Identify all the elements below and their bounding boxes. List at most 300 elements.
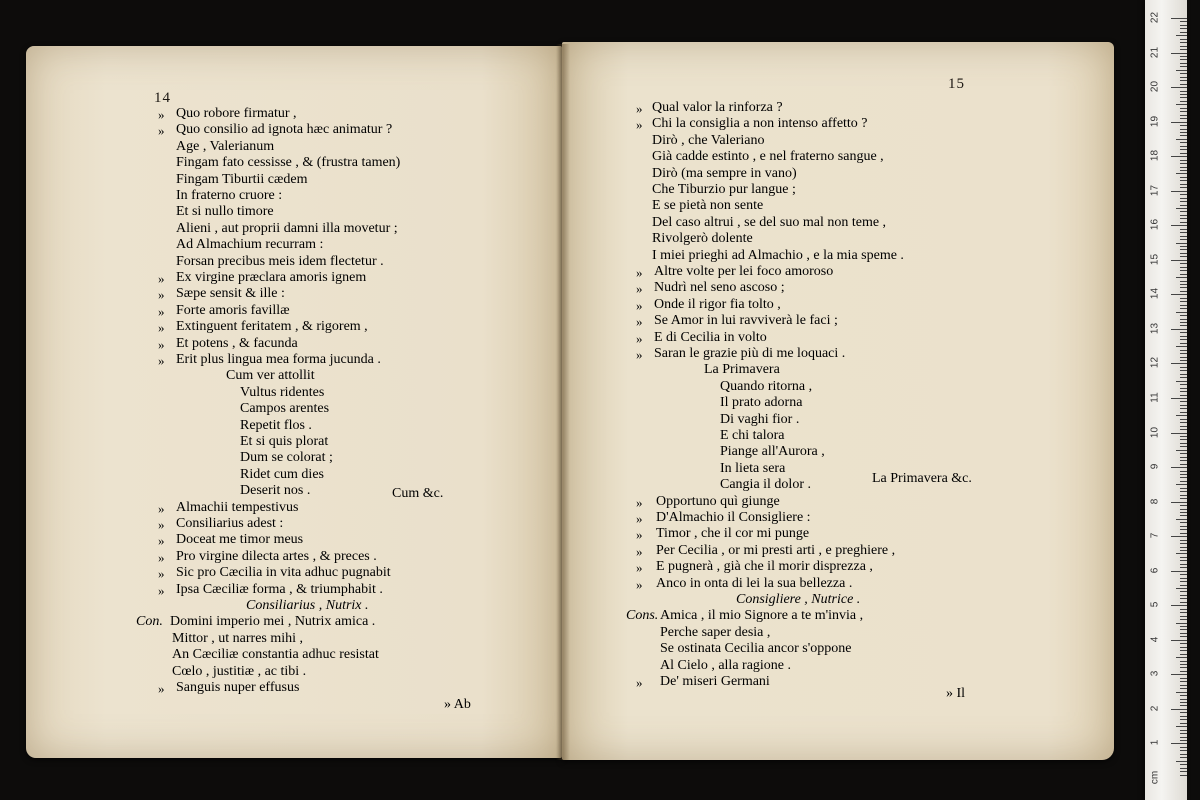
ruler-number: 3	[1149, 671, 1161, 677]
ruler-tick	[1180, 591, 1187, 592]
ruler-tick	[1180, 108, 1187, 109]
ruler-tick	[1180, 357, 1187, 358]
ruler-tick	[1180, 650, 1187, 651]
ruler-tick	[1180, 619, 1187, 620]
ruler-tick	[1180, 163, 1187, 164]
quote-mark: »	[636, 297, 643, 313]
ruler-number: 5	[1149, 601, 1161, 608]
text-line: Ridet cum dies	[240, 466, 324, 482]
text-line: Consigliere , Nutrice .	[736, 592, 861, 607]
ruler-tick	[1180, 633, 1187, 634]
ruler-tick	[1180, 367, 1187, 368]
ruler-tick	[1180, 135, 1187, 136]
ruler-tick	[1180, 464, 1187, 465]
ruler-tick	[1180, 388, 1187, 389]
text-line: Forsan precibus meis idem flectetur .	[176, 253, 384, 269]
side-note-left: Cum &c.	[392, 486, 444, 501]
text-line: Chi la consiglia a non intenso affetto ?	[652, 116, 868, 132]
quote-mark: »	[158, 287, 165, 303]
ruler-tick	[1171, 87, 1187, 88]
ruler-tick	[1180, 91, 1187, 92]
ruler-tick	[1180, 702, 1187, 703]
ruler-tick	[1180, 229, 1187, 230]
ruler-tick	[1176, 139, 1187, 140]
text-line: Se ostinata Cecilia ancor s'oppone	[660, 641, 852, 657]
ruler-tick	[1180, 754, 1187, 755]
ruler-tick	[1180, 246, 1187, 247]
ruler-tick	[1180, 395, 1187, 396]
quote-mark: »	[158, 303, 165, 319]
ruler-tick	[1171, 433, 1187, 434]
text-line: Deserit nos .	[240, 483, 311, 499]
ruler-tick	[1176, 761, 1187, 762]
text-line: Quando ritorna ,	[720, 378, 813, 394]
ruler-tick	[1180, 699, 1187, 700]
ruler-tick	[1180, 730, 1187, 731]
ruler-tick	[1180, 142, 1187, 143]
text-line: In lieta sera	[720, 460, 786, 476]
ruler-tick	[1180, 198, 1187, 199]
text-line: Saran le grazie più di me loquaci .	[654, 346, 846, 361]
text-line: Consiliarius , Nutrix .	[246, 598, 369, 613]
ruler-tick	[1180, 49, 1187, 50]
ruler-tick	[1180, 488, 1187, 489]
ruler-tick	[1180, 443, 1187, 444]
text-line: E di Cecilia in volto	[654, 329, 767, 345]
ruler-tick	[1180, 740, 1187, 741]
ruler-tick	[1180, 723, 1187, 724]
ruler-tick	[1180, 291, 1187, 292]
ruler-tick	[1180, 46, 1187, 47]
quote-mark: »	[158, 500, 165, 516]
quote-mark: »	[158, 517, 165, 532]
text-line: Consiliarius adest :	[176, 516, 284, 531]
text-line: Dirò , che Valeriano	[652, 132, 765, 148]
ruler-tick	[1180, 453, 1187, 454]
ruler-tick	[1171, 294, 1187, 295]
quote-mark: »	[636, 511, 643, 526]
ruler-tick	[1180, 560, 1187, 561]
ruler-tick	[1180, 187, 1187, 188]
ruler-tick	[1180, 688, 1187, 689]
ruler-tick	[1180, 543, 1187, 544]
ruler-tick	[1180, 547, 1187, 548]
ruler-number: 9	[1149, 463, 1161, 470]
ruler-tick	[1180, 439, 1187, 440]
catchword-left: » Ab	[444, 697, 471, 712]
ruler-tick	[1180, 332, 1187, 333]
ruler-tick	[1180, 550, 1187, 551]
ruler-tick	[1180, 59, 1187, 60]
text-line: Del caso altrui , se del suo mal non teme ,	[652, 214, 887, 230]
ruler-tick	[1180, 716, 1187, 717]
ruler-tick	[1180, 405, 1187, 406]
ruler-tick	[1180, 477, 1187, 478]
ruler-tick	[1180, 232, 1187, 233]
ruler-tick	[1180, 111, 1187, 112]
quote-mark: »	[158, 533, 165, 549]
text-line: Che Tiburzio pur langue ;	[652, 182, 796, 197]
text-line: Mittor , ut narres mihi ,	[172, 630, 304, 646]
ruler-number: 2	[1149, 705, 1161, 712]
ruler-tick	[1180, 598, 1187, 599]
text-line: In fraterno cruore :	[176, 188, 283, 203]
ruler-tick	[1171, 640, 1187, 641]
ruler-tick	[1171, 502, 1187, 503]
ruler-tick	[1180, 419, 1187, 420]
ruler-tick	[1180, 581, 1187, 582]
quote-mark: »	[636, 560, 643, 576]
ruler-tick	[1180, 557, 1187, 558]
ruler-tick	[1180, 636, 1187, 637]
text-line: Dum se colorat ;	[240, 450, 333, 466]
ruler-tick	[1180, 236, 1187, 237]
ruler-tick	[1176, 243, 1187, 244]
ruler-tick	[1180, 574, 1187, 575]
text-line: Al Cielo , alla ragione .	[660, 657, 792, 673]
ruler-tick	[1180, 567, 1187, 568]
ruler-tick	[1176, 519, 1187, 520]
ruler-number: 6	[1149, 567, 1161, 573]
ruler-tick	[1180, 408, 1187, 409]
ruler-tick	[1180, 768, 1187, 769]
ruler-number: 11	[1149, 392, 1161, 403]
ruler-tick	[1176, 450, 1187, 451]
ruler-tick	[1176, 346, 1187, 347]
text-line: E se pietà non sente	[652, 198, 764, 214]
quote-mark: »	[158, 320, 165, 336]
ruler-tick	[1180, 512, 1187, 513]
ruler-tick	[1180, 218, 1187, 219]
ruler-number: 20	[1149, 81, 1161, 93]
ruler-tick	[1180, 194, 1187, 195]
ruler-tick	[1180, 595, 1187, 596]
ruler-tick	[1180, 301, 1187, 302]
ruler-tick	[1180, 66, 1187, 67]
measurement-ruler	[1145, 0, 1187, 800]
text-line: Campos arentes	[240, 401, 330, 417]
ruler-tick	[1180, 222, 1187, 223]
page-number-right: 15	[948, 76, 965, 92]
ruler-tick	[1180, 609, 1187, 610]
text-line: Repetit flos .	[240, 417, 312, 433]
ruler-number: 14	[1149, 288, 1161, 300]
ruler-number: 16	[1149, 219, 1161, 231]
ruler-tick	[1176, 104, 1187, 105]
text-line: Il prato adorna	[720, 395, 803, 411]
ruler-tick	[1180, 481, 1187, 482]
ruler-tick	[1180, 118, 1187, 119]
ruler-tick	[1171, 329, 1187, 330]
text-line: Timor , che il cor mi punge	[656, 526, 810, 542]
ruler-tick	[1171, 53, 1187, 54]
ruler-tick	[1176, 553, 1187, 554]
page-number-left: 14	[154, 90, 171, 106]
ruler-tick	[1180, 491, 1187, 492]
ruler-tick	[1180, 585, 1187, 586]
ruler-tick	[1180, 360, 1187, 361]
catchword-right: » Il	[946, 686, 966, 701]
ruler-tick	[1180, 384, 1187, 385]
ruler-tick	[1180, 184, 1187, 185]
ruler-number: 13	[1149, 322, 1161, 334]
text-line: Et si nullo timore	[176, 204, 274, 220]
text-line: Anco in onta di lei la sua bellezza .	[656, 575, 853, 591]
ruler-tick	[1180, 505, 1187, 506]
ruler-tick	[1180, 422, 1187, 423]
ruler-tick	[1180, 705, 1187, 706]
text-line: Pro virgine dilecta artes , & preces .	[176, 548, 377, 564]
quote-mark: »	[636, 330, 643, 346]
ruler-tick	[1180, 180, 1187, 181]
ruler-tick	[1176, 588, 1187, 589]
ruler-tick	[1180, 253, 1187, 254]
text-line: Et potens , & facunda	[176, 335, 298, 351]
ruler-tick	[1180, 211, 1187, 212]
quote-mark: »	[636, 543, 643, 559]
ruler-number: 15	[1149, 253, 1161, 265]
ruler-number: 4	[1149, 636, 1161, 643]
ruler-tick	[1171, 398, 1187, 399]
ruler-tick	[1180, 460, 1187, 461]
ruler-tick	[1176, 623, 1187, 624]
ruler-tick	[1180, 401, 1187, 402]
ruler-tick	[1180, 298, 1187, 299]
ruler-tick	[1176, 70, 1187, 71]
ruler-tick	[1180, 526, 1187, 527]
ruler-tick	[1180, 129, 1187, 130]
text-line: Per Cecilia , or mi presti arti , e preghiere ,	[656, 542, 896, 558]
ruler-tick	[1180, 412, 1187, 413]
quote-mark: »	[158, 566, 165, 582]
ruler-tick	[1180, 256, 1187, 257]
ruler-tick	[1180, 319, 1187, 320]
ruler-tick	[1171, 467, 1187, 468]
ruler-tick	[1180, 153, 1187, 154]
ruler-tick	[1180, 667, 1187, 668]
ruler-tick	[1180, 325, 1187, 326]
ruler-tick	[1180, 564, 1187, 565]
ruler-number: 1	[1149, 740, 1161, 746]
ruler-tick	[1180, 308, 1187, 309]
text-line: E pugnerà , già che il morir disprezza ,	[656, 559, 873, 575]
ruler-tick	[1171, 363, 1187, 364]
side-note-right: La Primavera &c.	[872, 471, 972, 486]
quote-mark: »	[158, 582, 165, 598]
quote-mark: »	[158, 681, 165, 696]
ruler-tick	[1180, 32, 1187, 33]
ruler-tick	[1180, 170, 1187, 171]
ruler-tick	[1180, 284, 1187, 285]
ruler-tick	[1180, 25, 1187, 26]
text-line: Sic pro Cæcilia in vita adhuc pugnabit	[176, 565, 391, 581]
text-line: Onde il rigor fia tolto ,	[654, 296, 781, 312]
text-line: Opportuno quì giunge	[656, 493, 780, 509]
ruler-tick	[1180, 681, 1187, 682]
ruler-tick	[1180, 391, 1187, 392]
ruler-tick	[1180, 370, 1187, 371]
text-line: Cœlo , justitiæ , ac tibi .	[172, 663, 307, 679]
ruler-tick	[1180, 616, 1187, 617]
quote-mark: »	[636, 576, 643, 592]
speaker-label: Con.	[136, 614, 163, 630]
ruler-tick	[1171, 536, 1187, 537]
quote-mark: »	[636, 347, 643, 362]
ruler-tick	[1180, 149, 1187, 150]
ruler-tick	[1180, 336, 1187, 337]
text-line: Doceat me timor meus	[176, 532, 304, 548]
ruler-tick	[1180, 97, 1187, 98]
ruler-tick	[1180, 249, 1187, 250]
quote-mark: »	[158, 549, 165, 565]
ruler-tick	[1180, 712, 1187, 713]
ruler-tick	[1180, 77, 1187, 78]
ruler-number: 18	[1149, 150, 1161, 162]
ruler-tick	[1180, 177, 1187, 178]
ruler-tick	[1171, 191, 1187, 192]
ruler-tick	[1180, 322, 1187, 323]
ruler-number: 21	[1149, 46, 1161, 58]
ruler-tick	[1180, 167, 1187, 168]
ruler-tick	[1180, 695, 1187, 696]
ruler-tick	[1176, 484, 1187, 485]
ruler-tick	[1180, 115, 1187, 116]
book-gutter	[556, 44, 570, 760]
ruler-tick	[1180, 377, 1187, 378]
ruler-tick	[1180, 21, 1187, 22]
ruler-tick	[1180, 629, 1187, 630]
text-line: Già cadde estinto , e nel fraterno sangue ,	[652, 149, 884, 165]
ruler-tick	[1180, 654, 1187, 655]
ruler-tick	[1180, 274, 1187, 275]
ruler-tick	[1180, 750, 1187, 751]
text-line: Fingam fato cessisse , & (frustra tamen)	[176, 155, 401, 171]
quote-mark: »	[636, 281, 643, 297]
ruler-tick	[1180, 602, 1187, 603]
text-line: Et si quis plorat	[240, 434, 329, 449]
ruler-tick	[1180, 771, 1187, 772]
ruler-tick	[1176, 312, 1187, 313]
ruler-number: 10	[1149, 426, 1161, 438]
ruler-tick	[1180, 529, 1187, 530]
ruler-tick	[1180, 353, 1187, 354]
ruler-number: 7	[1149, 532, 1161, 539]
quote-mark: »	[636, 675, 643, 690]
ruler-tick	[1180, 343, 1187, 344]
ruler-tick	[1176, 692, 1187, 693]
ruler-tick	[1180, 63, 1187, 64]
ruler-tick	[1180, 39, 1187, 40]
text-line: Erit plus lingua mea forma jucunda .	[176, 352, 381, 367]
text-line: Nudrì nel seno ascoso ;	[654, 280, 785, 296]
ruler-tick	[1171, 605, 1187, 606]
text-line: E chi talora	[720, 428, 785, 443]
text-line: De' miseri Germani	[660, 674, 770, 689]
quote-mark: »	[158, 107, 165, 122]
ruler-tick	[1180, 678, 1187, 679]
ruler-tick	[1171, 709, 1187, 710]
ruler-tick	[1171, 18, 1187, 19]
ruler-tick	[1180, 215, 1187, 216]
ruler-tick	[1176, 726, 1187, 727]
ruler-tick	[1180, 643, 1187, 644]
speaker-label: Cons.	[626, 608, 659, 624]
text-line: Dirò (ma sempre in vano)	[652, 165, 797, 181]
ruler-tick	[1180, 350, 1187, 351]
quote-mark: »	[158, 336, 165, 352]
ruler-tick	[1171, 571, 1187, 572]
ruler-tick	[1180, 315, 1187, 316]
text-line: Age , Valerianum	[176, 138, 275, 154]
text-line: Almachii tempestivus	[176, 499, 299, 515]
ruler-tick	[1180, 533, 1187, 534]
ruler-tick	[1180, 719, 1187, 720]
ruler-tick	[1180, 775, 1187, 776]
text-line: Extinguent feritatem , & rigorem ,	[176, 319, 368, 335]
text-line: Di vaghi fior .	[720, 411, 800, 427]
ruler-tick	[1180, 205, 1187, 206]
ruler-tick	[1180, 578, 1187, 579]
ruler-tick	[1180, 671, 1187, 672]
ruler-tick	[1180, 267, 1187, 268]
text-line: I miei prieghi ad Almachio , e la mia speme .	[652, 247, 904, 263]
text-line: Altre volte per lei foco amoroso	[654, 264, 834, 279]
ruler-tick	[1180, 747, 1187, 748]
ruler-tick	[1180, 446, 1187, 447]
quote-mark: »	[636, 265, 643, 280]
ruler-tick	[1180, 498, 1187, 499]
ruler-tick	[1180, 733, 1187, 734]
text-line: Perche saper desia ,	[660, 624, 771, 640]
ruler-tick	[1180, 239, 1187, 240]
ruler-tick	[1171, 225, 1187, 226]
text-line: Vultus ridentes	[240, 384, 325, 400]
ruler-tick	[1176, 35, 1187, 36]
ruler-number: 12	[1149, 357, 1161, 369]
text-line: Forte amoris favillæ	[176, 302, 290, 318]
ruler-number: 19	[1149, 115, 1161, 127]
ruler-tick	[1180, 263, 1187, 264]
quote-mark: »	[636, 117, 643, 133]
quote-mark: »	[636, 101, 643, 116]
text-line: Qual valor la rinforza ?	[652, 100, 783, 115]
ruler-number: 8	[1149, 498, 1161, 504]
ruler-tick	[1176, 381, 1187, 382]
ruler-tick	[1180, 647, 1187, 648]
ruler-tick	[1180, 287, 1187, 288]
text-line: Quo consilio ad ignota hæc animatur ?	[176, 122, 393, 138]
ruler-tick	[1171, 674, 1187, 675]
ruler-tick	[1180, 160, 1187, 161]
ruler-tick	[1180, 626, 1187, 627]
ruler-tick	[1180, 764, 1187, 765]
ruler-tick	[1180, 612, 1187, 613]
text-line: Ipsa Cæciliæ forma , & triumphabit .	[176, 581, 383, 597]
ruler-tick	[1180, 270, 1187, 271]
quote-mark: »	[158, 353, 165, 368]
ruler-tick	[1171, 743, 1187, 744]
ruler-tick	[1171, 156, 1187, 157]
text-line: Amica , il mio Signore a te m'invia ,	[660, 608, 864, 624]
text-line: D'Almachio il Consigliere :	[656, 510, 811, 525]
text-line: Domini imperio mei , Nutrix amica .	[170, 614, 376, 630]
ruler-tick	[1180, 339, 1187, 340]
ruler-tick	[1180, 201, 1187, 202]
ruler-tick	[1180, 374, 1187, 375]
ruler-tick	[1180, 125, 1187, 126]
ruler-tick	[1180, 685, 1187, 686]
ruler-tick	[1180, 664, 1187, 665]
